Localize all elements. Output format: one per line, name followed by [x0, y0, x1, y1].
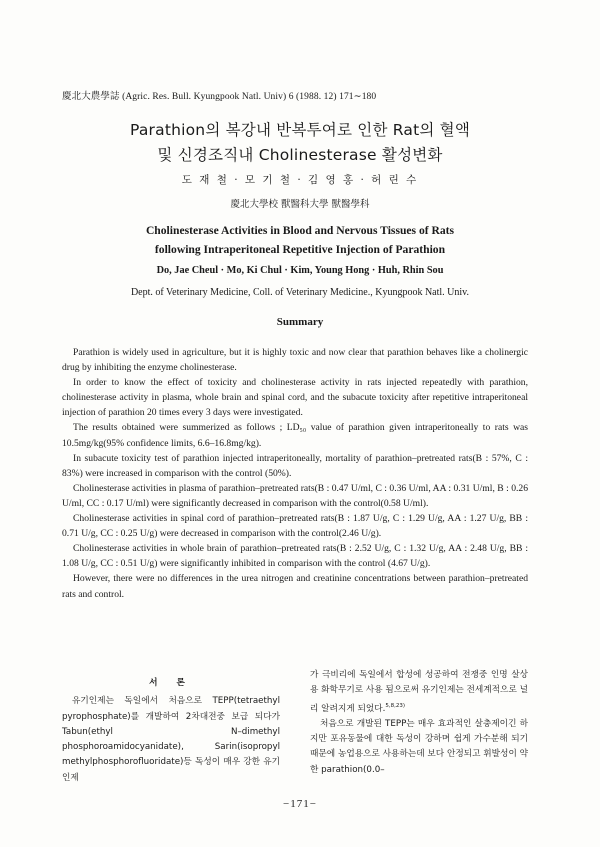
journal-citation: 慶北大農學誌 (Agric. Res. Bull. Kyungpook Natl. Univ) 6 (1988. 12) 171∼180	[62, 92, 377, 102]
page-number: −171−	[283, 798, 317, 810]
intro-heading: 서 론	[149, 678, 193, 688]
intro-paragraph: 처음으로 개발된 TEPP는 매우 효과적인 살충제이긴 하지만 포유동물에 대한 독성이 강하며 쉽게 가수분해 되기 때문에 농업용으로 사용하는데 보다 안정되고 휘발성이 약한 parathion(0.0–	[310, 718, 528, 775]
summary-paragraph: Parathion is widely used in agriculture, but it is highly toxic and now clear that parathion behaves like a cholinergic drug by inhibiting the enzyme cholinesterase.	[62, 347, 528, 374]
summary-paragraph: The results obtained were summerized as follows ; LD₅₀ value of parathion given intraperitoneally to rats was 10.5mg/kg(95% confidence limits, 6.6–16.8mg/kg).	[62, 422, 528, 449]
summary-paragraph: Cholinesterase activities in plasma of parathion–pretreated rats(B : 0.47 U/ml, C : 0.36 U/ml, AA : 0.31 U/ml, B : 0.26 U/ml, CC : 0.17 U/ml) were significantly decreased in comparison with the control(0.58 U/ml).	[62, 482, 528, 509]
summary-body	[62, 345, 528, 602]
summary-heading: Summary	[276, 316, 324, 328]
intro-paragraph: 유기인제는 독일에서 처음으로 TEPP(tetraethyl pyrophosphate)를 개발하여 2차대전중 보급 되다가 Tabun(ethyl N–dimethyl phosphoroamidocyanidate), Sarin(isopropyl methylphosphorofluoridate)등 독성이 매우 강한 유기인제	[62, 696, 280, 783]
summary-paragraph: Cholinesterase activities in spinal cord of parathion–pretreated rats(B : 1.87 U/g, C : 1.29 U/g, AA : 1.27 U/g, BB : 0.71 U/g, CC : 0.25 U/g) were decreased in comparison with the control(2.46 U/g).	[62, 513, 528, 540]
intro-text: 가 극비리에 독일에서 합성에 성공하여 전쟁중 인명 살상용 화학무기로 사용 됨으로써 유기인제는 전세계적으로 널리 알려지게 되었다.	[310, 670, 528, 714]
english-title-line-1: Cholinesterase Activities in Blood and Nervous Tissues of Rats	[145, 224, 455, 237]
summary-paragraph: In order to know the effect of toxicity and cholinesterase activity in rats injected repeatedly with parathion, cholinesterase activity in plasma, whole brain and spinal cord, and the subacute toxicity after repetitive intraperitoneal injection of parathion 20 times every 3 days were investigated.	[62, 377, 528, 419]
english-authors: Do, Jae Cheul · Mo, Ki Chul · Kim, Young Hong · Huh, Rhin Sou	[156, 265, 444, 276]
korean-authors: 도 재 철 · 모 기 철 · 김 영 홍 · 허 린 수	[181, 174, 419, 186]
summary-paragraph: Cholinesterase activities in whole brain of parathion–pretreated rats(B : 2.52 U/g, C : 1.32 U/g, AA : 2.48 U/g, BB : 1.08 U/g, CC : 0.51 U/g) were significantly inhibited in comparison with the control (4.67 U/g).	[62, 543, 528, 570]
english-affiliation: Dept. of Veterinary Medicine, Coll. of Veterinary Medicine., Kyungpook Natl. Univ.	[130, 287, 470, 298]
intro-paragraph	[310, 668, 528, 717]
korean-title-line-2: 및 신경조직내 Cholinesterase 활성변화	[157, 146, 443, 164]
summary-paragraph: However, there were no differences in the urea nitrogen and creatinine concentrations between parathion–pretreated rats and control.	[62, 573, 528, 600]
intro-left-column	[62, 676, 280, 786]
summary-paragraph: In subacute toxicity test of parathion injected intraperitoneally, mortality of parathion–pretreated rats(B : 57%, C : 83%) were increased in comparison with the control (50%).	[62, 452, 528, 479]
english-title-line-2: following Intraperitoneal Repetitive Injection of Parathion	[154, 243, 446, 256]
intro-right-column	[310, 668, 528, 778]
reference-superscript: 5,8,23)	[385, 702, 406, 709]
korean-title-line-1: Parathion의 복강내 반복투여로 인한 Rat의 혈액	[130, 121, 470, 139]
korean-affiliation: 慶北大學校 獸醫科大學 獸醫學科	[230, 199, 370, 210]
